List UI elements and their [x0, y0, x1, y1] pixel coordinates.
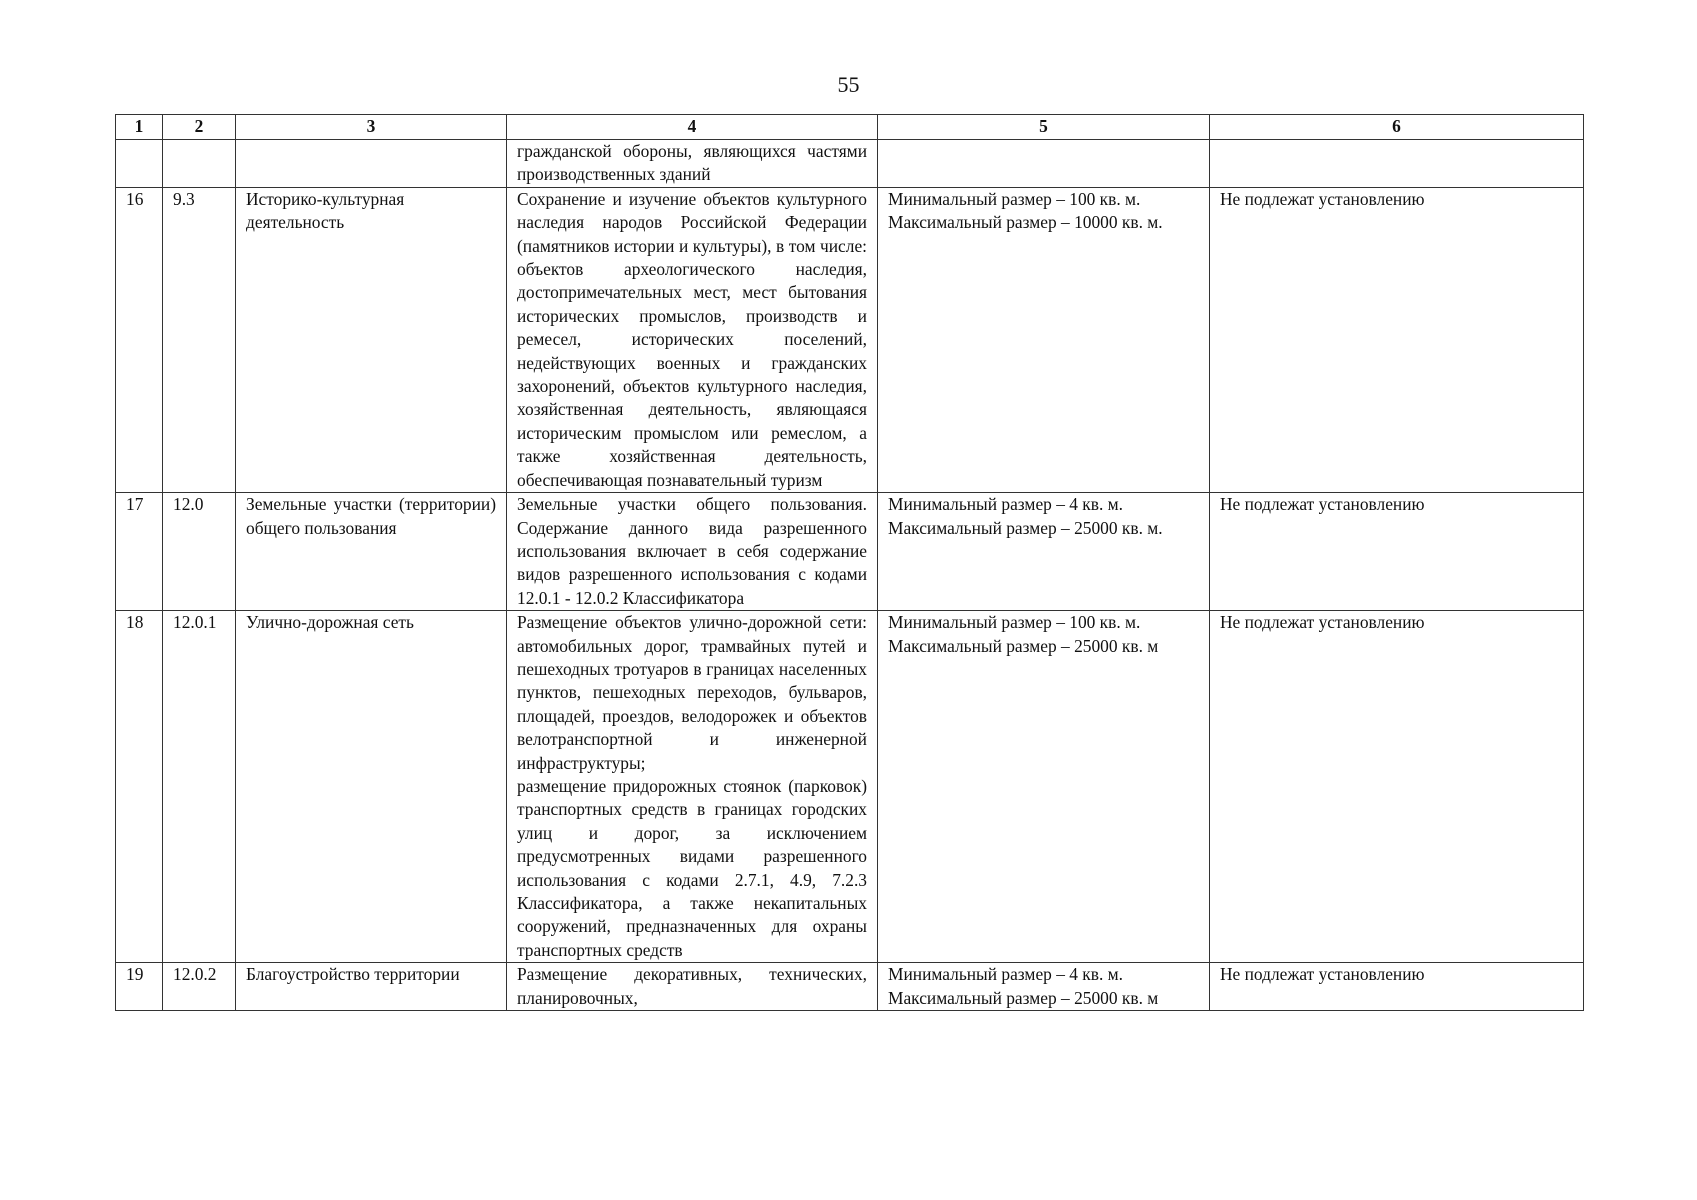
row-description: гражданской обороны, являющихся частями производственных зданий	[507, 140, 878, 188]
table-header-row	[116, 115, 1584, 140]
page-number: 55	[837, 72, 860, 97]
row-params: Не подлежат установлению	[1210, 493, 1584, 611]
row-name: Улично-дорожная сеть	[236, 611, 507, 963]
row-size	[878, 611, 1210, 963]
table-row	[116, 493, 1584, 611]
header-col-4: 4	[507, 115, 878, 140]
row-params: Не подлежат установлению	[1210, 963, 1584, 1011]
row-description: Сохранение и изучение объектов культурного наследия народов Российской Федерации (памятников истории и культуры), в том числе: объектов археологического наследия, достопримечательных мест, мест бытования исторических промыслов, производств и ремесел, исторических поселений, недействующих военных и гражданских захоронений, объектов культурного наследия, хозяйственная деятельность, являющаяся историческим промыслом или ремеслом, а также хозяйственная деятельность, обеспечивающая познавательный туризм	[507, 187, 878, 492]
table-row	[116, 963, 1584, 1011]
min-size: Минимальный размер – 100 кв. м.	[888, 188, 1141, 209]
row-number: 18	[116, 611, 163, 963]
row-code: 12.0.1	[163, 611, 236, 963]
max-size: Максимальный размер – 25000 кв. м.	[888, 517, 1163, 538]
land-use-table	[115, 114, 1584, 1011]
row-params: Не подлежат установлению	[1210, 611, 1584, 963]
row-name: Историко-культурная деятельность	[236, 187, 507, 492]
row-description: Земельные участки общего пользования. Содержание данного вида разрешенного использования включает в себя содержание видов разрешенного использования с кодами 12.0.1 - 12.0.2 Классификатора	[507, 493, 878, 611]
row-name: Земельные участки (территории) общего пользования	[236, 493, 507, 611]
header-col-2: 2	[163, 115, 236, 140]
min-size: Минимальный размер – 100 кв. м.	[888, 612, 1141, 633]
row-size	[878, 963, 1210, 1011]
description-part-2: размещение придорожных стоянок (парковок) транспортных средств в границах городских улиц и дорог, за исключением предусмотренных видами разрешенного использования с кодами 2.7.1, 4.9, 7.2.3 Классификатора, а также некапитальных сооружений, предназначенных для охраны транспортных средств	[517, 775, 867, 960]
table-row	[116, 611, 1584, 963]
row-number: 17	[116, 493, 163, 611]
row-code: 12.0	[163, 493, 236, 611]
row-size	[878, 140, 1210, 188]
row-name: Благоустройство территории	[236, 963, 507, 1011]
max-size: Максимальный размер – 10000 кв. м.	[888, 212, 1163, 233]
max-size: Максимальный размер – 25000 кв. м	[888, 987, 1159, 1008]
row-description: Размещение декоративных, технических, планировочных,	[507, 963, 878, 1011]
header-col-6: 6	[1210, 115, 1584, 140]
max-size: Максимальный размер – 25000 кв. м	[888, 635, 1159, 656]
row-size	[878, 187, 1210, 492]
row-number: 16	[116, 187, 163, 492]
row-number: 19	[116, 963, 163, 1011]
row-number	[116, 140, 163, 188]
table-row	[116, 187, 1584, 492]
row-size	[878, 493, 1210, 611]
header-col-3: 3	[236, 115, 507, 140]
row-code: 9.3	[163, 187, 236, 492]
min-size: Минимальный размер – 4 кв. м.	[888, 494, 1123, 515]
row-params: Не подлежат установлению	[1210, 187, 1584, 492]
row-name	[236, 140, 507, 188]
row-description	[507, 611, 878, 963]
description-part-1: Размещение объектов улично-дорожной сети: автомобильных дорог, трамвайных путей и пешеходных тротуаров в границах населенных пунктов, пешеходных переходов, бульваров, площадей, проездов, велодорожек и объектов велотранспортной и инженерной инфраструктуры;	[517, 612, 867, 773]
header-col-1: 1	[116, 115, 163, 140]
row-code	[163, 140, 236, 188]
row-params	[1210, 140, 1584, 188]
header-col-5: 5	[878, 115, 1210, 140]
table-row	[116, 140, 1584, 188]
min-size: Минимальный размер – 4 кв. м.	[888, 964, 1123, 985]
row-code: 12.0.2	[163, 963, 236, 1011]
